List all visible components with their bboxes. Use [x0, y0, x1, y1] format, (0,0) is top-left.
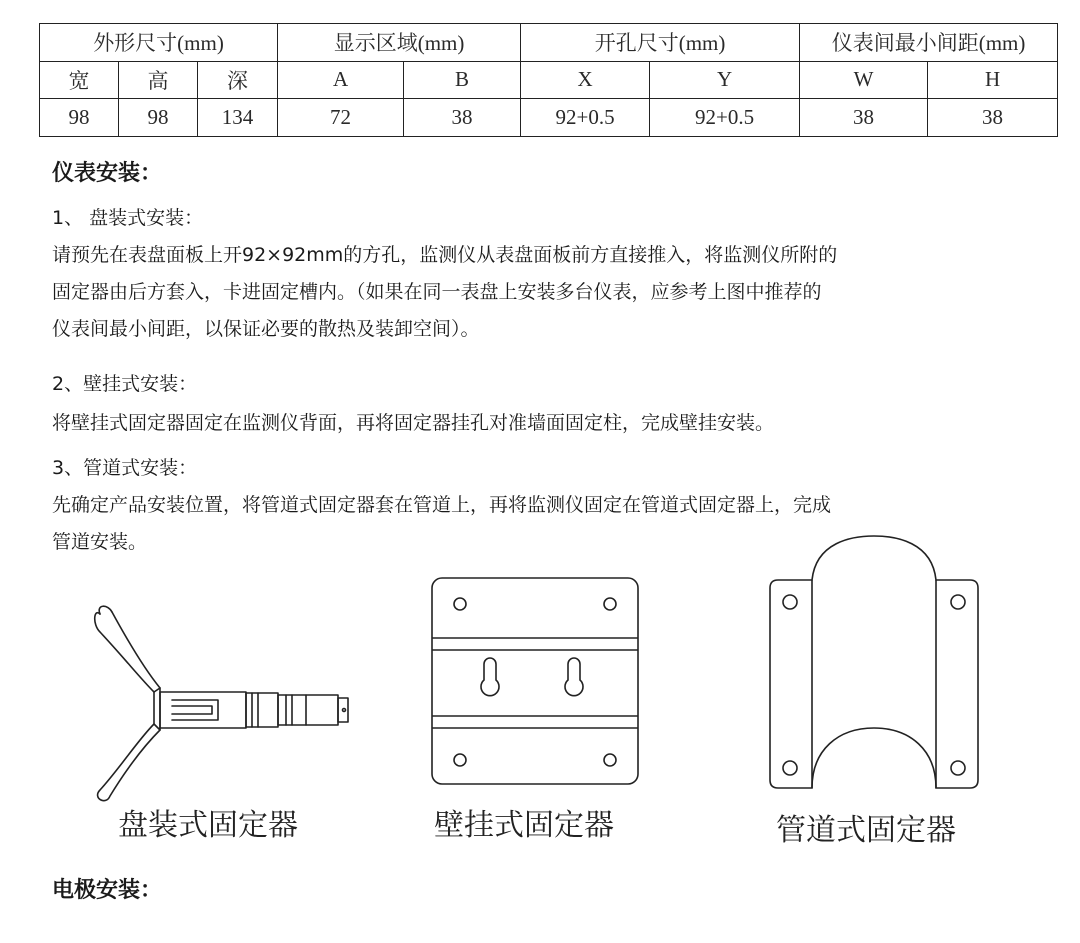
- pipe-text-line: 管道安装。: [52, 531, 148, 553]
- h-value: 38: [928, 99, 1058, 137]
- outer-size-header: 外形尺寸(mm): [40, 24, 278, 62]
- b-value: 38: [404, 99, 521, 137]
- panel-install-text: [52, 237, 1052, 348]
- pipe-fixer-drawing: [760, 532, 988, 798]
- b-header: B: [404, 61, 521, 99]
- y-value: 92+0.5: [650, 99, 800, 137]
- panel-fixer-drawing: [80, 600, 360, 810]
- panel-fixer-caption: 盘装式固定器: [118, 808, 298, 843]
- x-header: X: [521, 61, 650, 99]
- w-value: 38: [800, 99, 928, 137]
- spec-subheader-row: [40, 61, 1058, 99]
- pipe-install-title: 3、管道式安装：: [52, 457, 198, 479]
- height-header: 高: [119, 61, 198, 99]
- electrode-title: 电极安装：: [52, 878, 163, 903]
- depth-value: 134: [198, 99, 278, 137]
- y-header: Y: [650, 61, 800, 99]
- panel-text-line: 仪表间最小间距，以保证必要的散热及装卸空间）。: [52, 318, 480, 340]
- wall-fixer-drawing: [428, 574, 644, 790]
- panel-install-title: 1、 盘装式安装：: [52, 207, 204, 229]
- min-spacing-header: 仪表间最小间距(mm): [800, 24, 1058, 62]
- panel-text-line: 请预先在表盘面板上开92×92mm的方孔，监测仪从表盘面板前方直接推入，将监测仪所附的: [52, 244, 838, 266]
- wall-fixer-caption: 壁挂式固定器: [434, 808, 614, 843]
- panel-text-line: 固定器由后方套入，卡进固定槽内。（如果在同一表盘上安装多台仪表，应参考上图中推荐的: [52, 281, 822, 303]
- cutout-size-header: 开孔尺寸(mm): [521, 24, 800, 62]
- pipe-fixer-caption: 管道式固定器: [776, 813, 956, 848]
- w-header: W: [800, 61, 928, 99]
- a-value: 72: [278, 99, 404, 137]
- width-header: 宽: [40, 61, 119, 99]
- depth-header: 深: [198, 61, 278, 99]
- height-value: 98: [119, 99, 198, 137]
- spec-value-row: [40, 99, 1058, 137]
- h-header: H: [928, 61, 1058, 99]
- spec-table: [39, 23, 1058, 137]
- pipe-text-line: 先确定产品安装位置，将管道式固定器套在管道上，再将监测仪固定在管道式固定器上，完成: [52, 494, 832, 516]
- install-title: 仪表安装：: [52, 161, 163, 186]
- spec-group-row: [40, 24, 1058, 62]
- wall-install-text: [52, 405, 1052, 442]
- x-value: 92+0.5: [521, 99, 650, 137]
- wall-text-line: 将壁挂式固定器固定在监测仪背面，再将固定器挂孔对准墙面固定柱，完成壁挂安装。: [52, 412, 775, 434]
- a-header: A: [278, 61, 404, 99]
- wall-install-title: 2、壁挂式安装：: [52, 373, 198, 395]
- display-area-header: 显示区域(mm): [278, 24, 521, 62]
- width-value: 98: [40, 99, 119, 137]
